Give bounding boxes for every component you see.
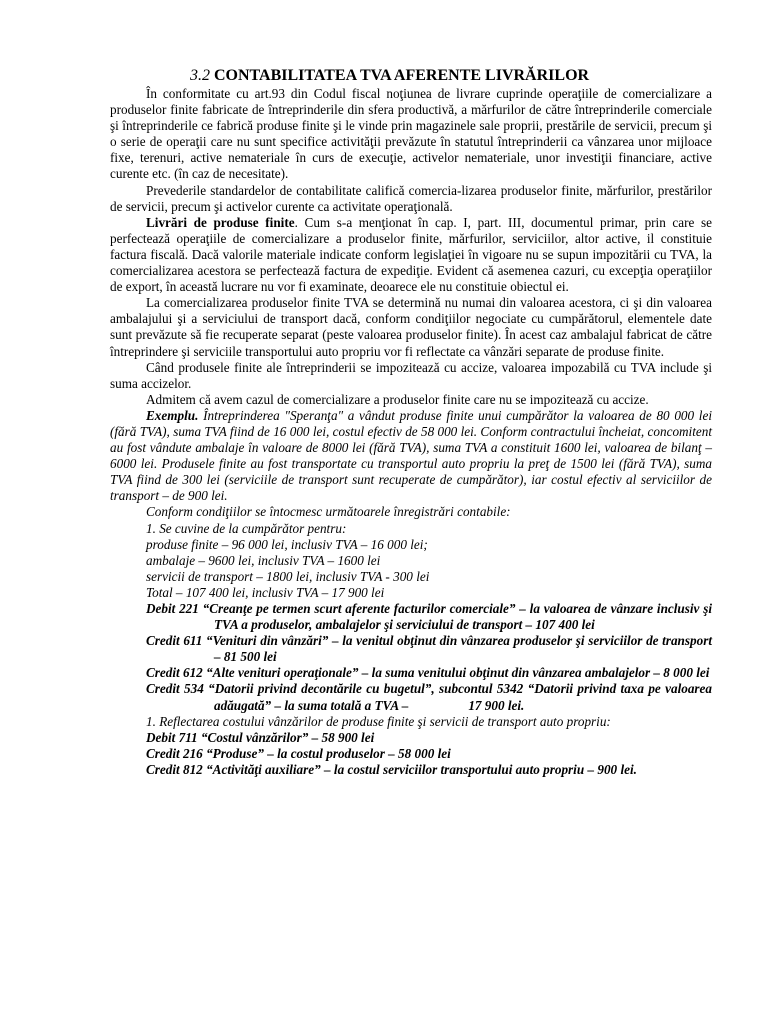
item2-title: 1. Reflectarea costului vânzărilor de produse finite şi servicii de transport auto propriu: [146,713,611,729]
entry-534-amount: 17 900 lei. [468,697,525,713]
journal-entry: Debit 711 “Costul vânzărilor” – 58 900 lei [146,729,375,745]
item1-line: servicii de transport – 1800 lei, inclusiv TVA - 300 lei [146,568,430,584]
section-number: 3.2 [190,67,210,84]
section-heading: CONTABILITATEA TVA AFERENTE LIVRĂRILOR [214,67,590,84]
entry-534-text: Credit 534 “Datorii privind decontările cu bugetul”, subcontul 5342 “Datorii privind taxa pe valoarea adăugată” – la suma totală a TVA – [146,681,712,713]
journal-entry: Debit 221 “Creanţe pe termen scurt aferente facturilor comerciale” – la valoarea de vânzare inclusiv şi TVA a produselor, ambalajelor şi serviciului de transport – 107 400 lei [146,601,712,633]
example-text: Întreprinderea ″Speranţa″ a vândut produse finite unui cumpărător la valoarea de 80 000 lei (fără TVA), suma TVA fiind de 16 000 lei, costul efectiv de 58 000 lei. Conform contractului încheiat, concomitent au fost vândute ambalaje în valoare de 8000 lei (fără TVA), suma TVA a constituit 1600 lei, valoarea de bilanţ – 6000 lei. Produsele finite au fost transportate cu transportul auto propriu la preţ de 1500 lei (fără TVA), suma TVA fiind de 300 lei (serviciile de transport sunt recuperate de cumpărător), iar costul efectiv al serviciilor de transport – de 900 lei. [110,407,712,504]
paragraph-assumption: Admitem că avem cazul de comercializare a produselor finite care nu se impozitează cu accize. [146,391,649,407]
section-title [190,66,712,85]
paragraph-excise: Când produsele finite ale întreprinderii se impozitează cu accize, valoarea impozabilă cu TVA include şi suma accizelor. [110,359,712,391]
journal-entry: Credit 216 “Produse” – la costul produselor – 58 000 lei [146,745,451,761]
paragraph-standards: Prevederile standardelor de contabilitate califică comercia-lizarea produselor finite, mărfurilor, prestărilor de servicii, precum şi activelor curente ca activitate operaţională. [110,182,712,214]
item1-line: produse finite – 96 000 lei, inclusiv TVA – 16 000 lei; [146,536,428,552]
paragraph-text: . Cum s-a menţionat în cap. I, part. III, documentul primar, prin care se perfectează operaţiile de comercializare a produselor finite, mărfurilor, serviciilor, altor active, il constituie factura fiscală. Dacă valorile materiale indicate conform legislaţiei în vigoare nu se supun impozitării cu TVA, la comercializarea acestora se perfectează factura de expediţie. Evident că asemenea cazuri, cu excepţia operaţiilor de export, în această lucrare nu vor fi examinate, deoarece ele nu constituie obiectul ei. [110,214,713,295]
conditions-line: Conform condiţiilor se întocmesc următoarele înregistrări contabile: [146,504,511,520]
journal-entry: Credit 612 “Alte venituri operaţionale” – la suma venitului obţinut din vânzarea ambalajelor – 8 000 lei [146,665,710,681]
document-body [110,66,712,778]
item1-line: ambalaje – 9600 lei, inclusiv TVA – 1600 lei [146,552,381,568]
paragraph-finished-goods [110,215,712,295]
paragraph-definition: În conformitate cu art.93 din Codul fiscal noţiunea de livrare cuprinde operaţiile de comercializare a produselor finite fabricate de întreprinderile din sfera productivă, a mărfurilor de către întreprinderile comerciale şi întreprinderile ce fabrică produse finite şi le vinde prin magazinele sale proprii, prestările de servicii, precum şi o serie de operaţii care nu sunt specifice activităţii prevăzute în statutul întreprinderii ca vânzarea unor mijloace fixe, terenuri, active nemateriale în curs de execuţie, activelor nemateriale, unor investiţii financiare, active curente etc. (în caz de necesitate). [110,86,712,182]
item1-title: 1. Se cuvine de la cumpărător pentru: [146,520,347,536]
entries-block [110,601,712,778]
example-paragraph [110,408,712,505]
example-lead: Exemplu. [146,407,199,423]
journal-entry: Credit 611 “Venituri din vânzări” – la venitul obţinut din vânzarea produselor şi serviciilor de transport – 81 500 lei [146,633,712,665]
journal-entry: Credit 812 “Activităţi auxiliare” – la costul serviciilor transportului auto propriu – 900 lei. [146,761,637,777]
paragraph-packaging: La comercializarea produselor finite TVA se determină nu numai din valoarea acestora, ci şi din valoarea ambalajului şi a serviciului de transport dacă, conform condiţiilor negociate cu cumpărătorul, elementele date sunt prevăzute să fie recuperate separat (peste valoarea produselor finite). În acest caz ambalajul fabricat de către întreprindere şi serviciile transportului auto propriu vor fi reflectate ca vânzări separate de produse finite. [110,295,712,359]
item1-line: Total – 107 400 lei, inclusiv TVA – 17 900 lei [146,584,385,600]
paragraph-lead: Livrări de produse finite [146,214,295,230]
journal-entry [146,681,712,713]
